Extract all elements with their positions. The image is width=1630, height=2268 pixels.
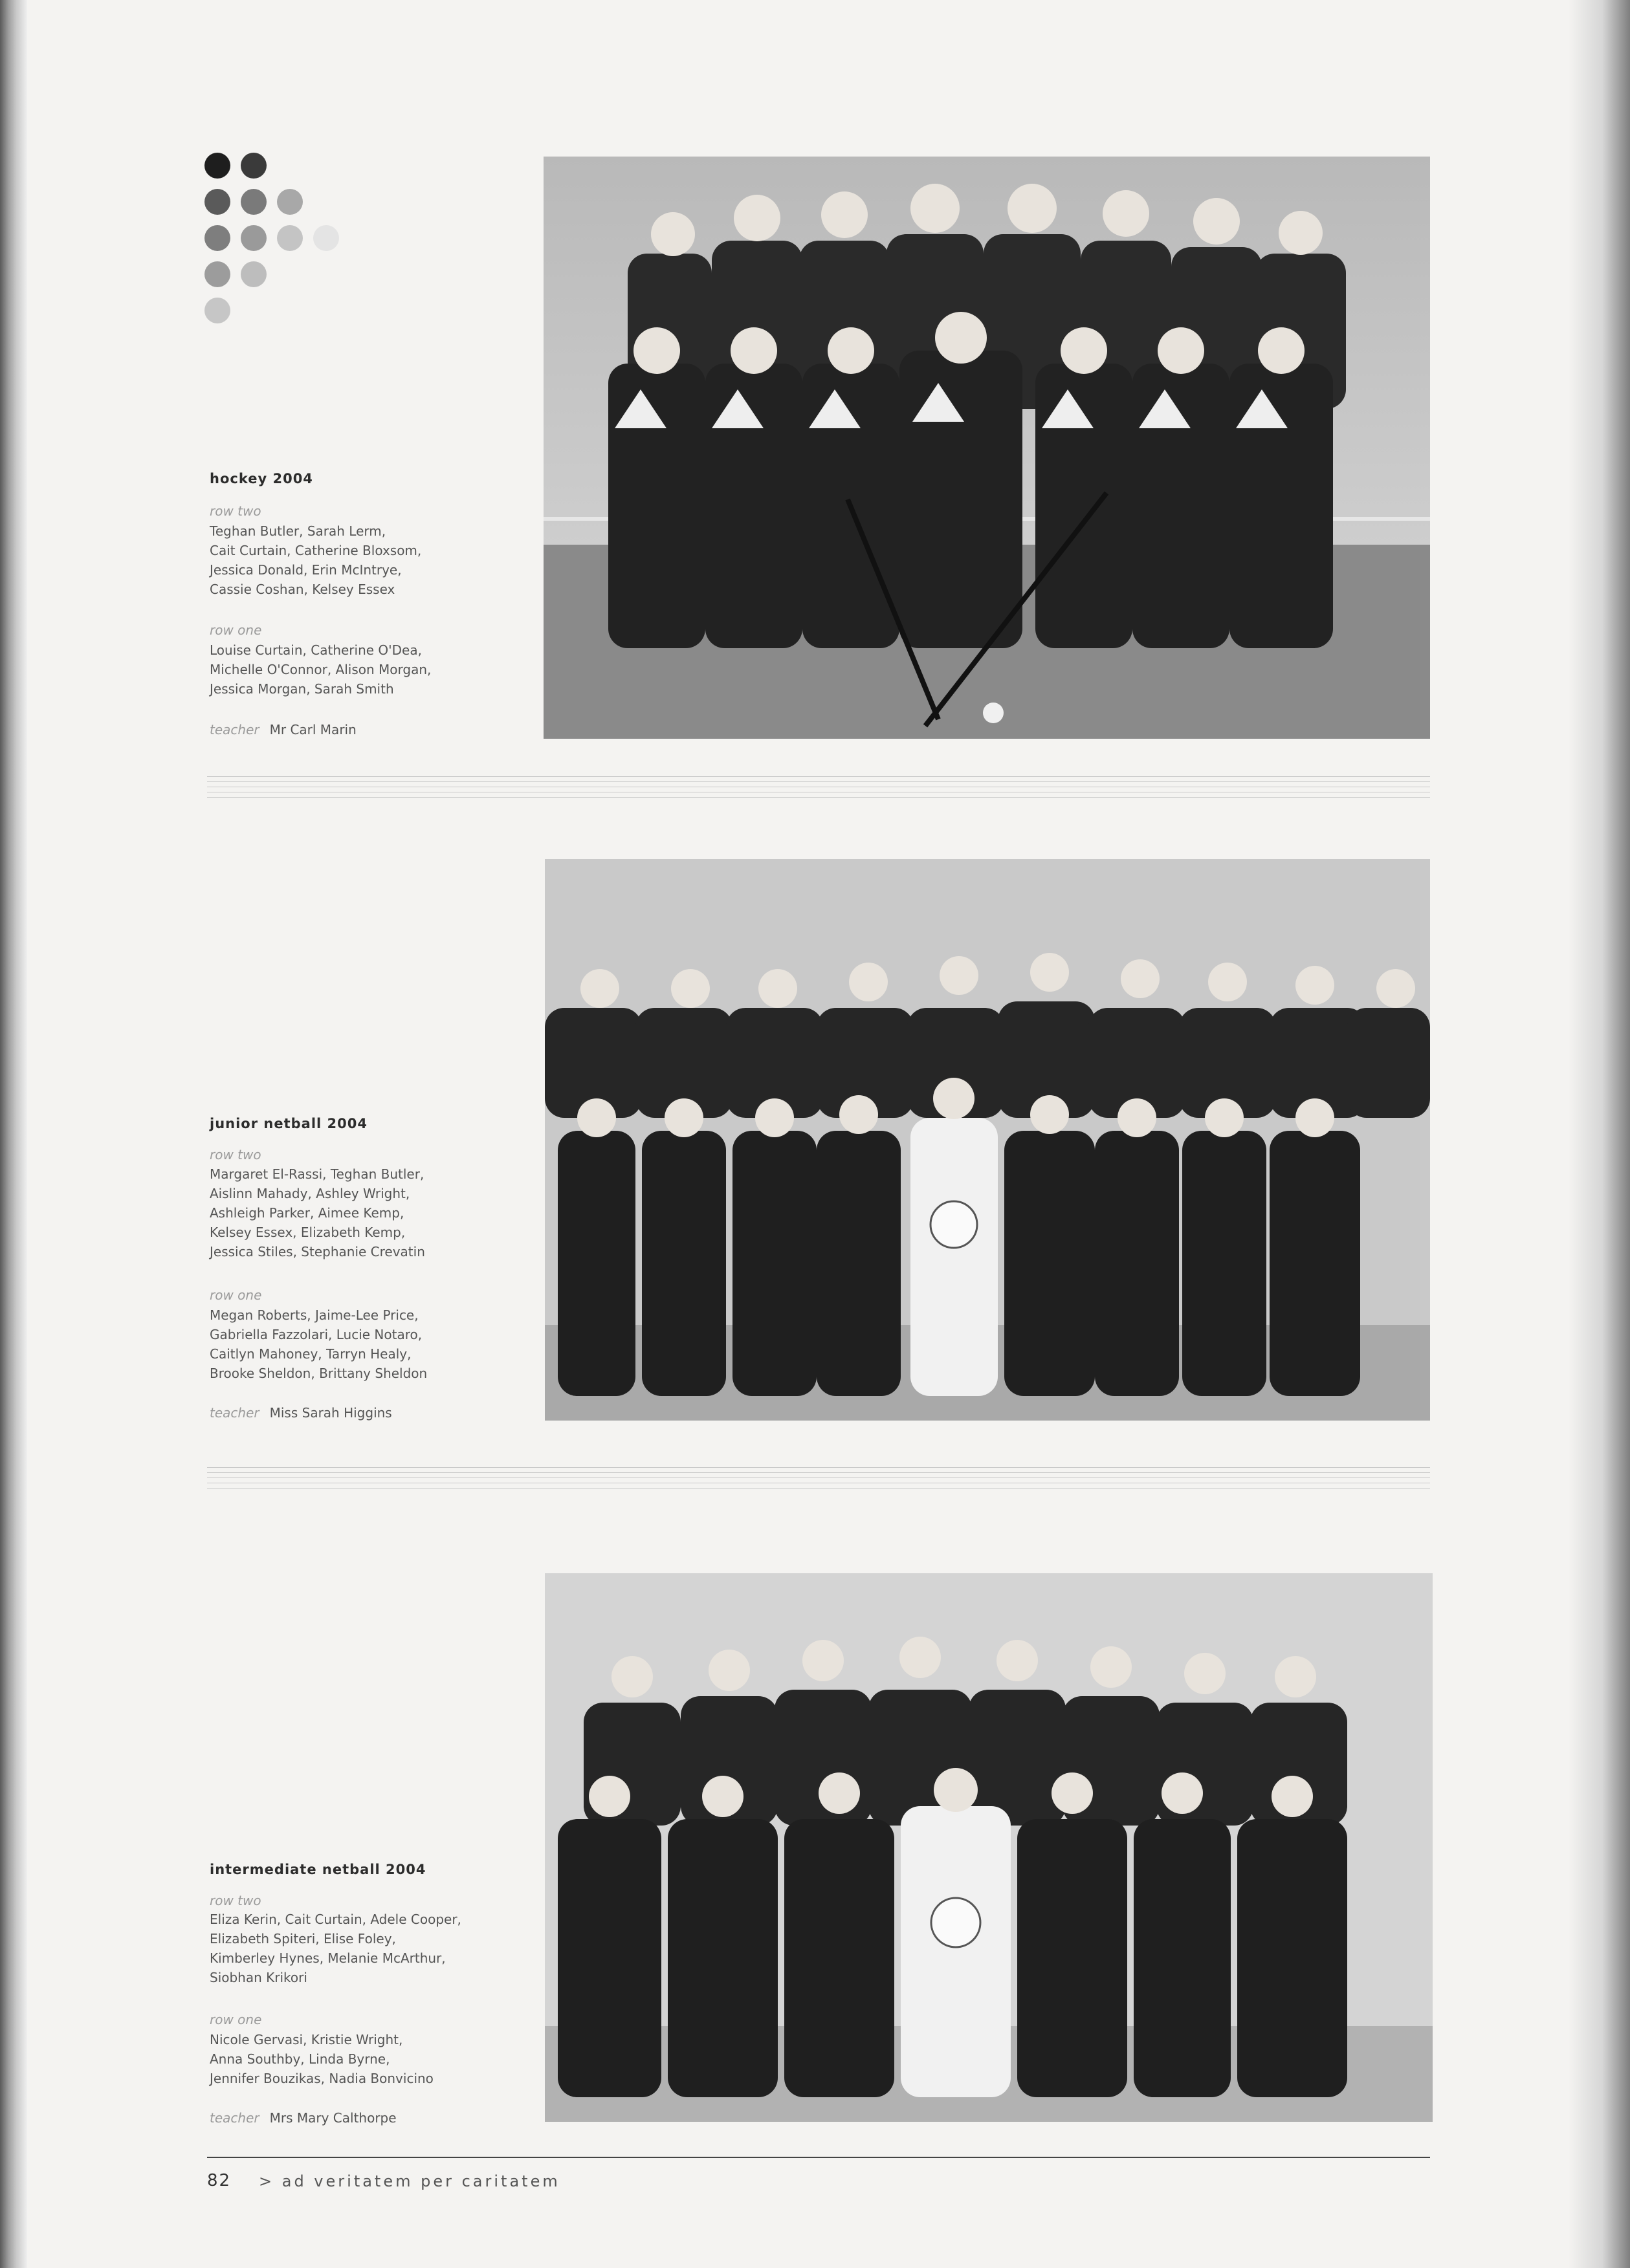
- section-divider: [207, 1467, 1430, 1493]
- name-line: Brooke Sheldon, Brittany Sheldon: [210, 1366, 428, 1381]
- row-two-label: row two: [210, 503, 261, 519]
- teacher-name: Mr Carl Marin: [269, 722, 357, 737]
- teacher-label: teacher: [210, 2110, 259, 2126]
- dot: [277, 189, 303, 215]
- name-line: Anna Southby, Linda Byrne,: [210, 2051, 390, 2067]
- dot: [204, 261, 230, 287]
- team-photo-junior-netball: [545, 859, 1430, 1421]
- section-title-junior-netball: junior netball 2004: [210, 1116, 368, 1131]
- dot: [204, 189, 230, 215]
- name-line: Siobhan Krikori: [210, 1970, 307, 1985]
- footer-motto: > ad veritatem per caritatem: [259, 2172, 560, 2190]
- teacher-line: [210, 2110, 397, 2126]
- name-line: Teghan Butler, Sarah Lerm,: [210, 523, 386, 539]
- team-photo-hockey: [544, 157, 1430, 739]
- row-two-names: [210, 1164, 514, 1261]
- dot: [241, 261, 267, 287]
- dot: [241, 225, 267, 251]
- name-line: Gabriella Fazzolari, Lucie Notaro,: [210, 1327, 423, 1342]
- row-two-names: [210, 1910, 514, 1987]
- dot: [204, 225, 230, 251]
- teacher-name: Miss Sarah Higgins: [269, 1405, 392, 1421]
- name-line: Megan Roberts, Jaime-Lee Price,: [210, 1307, 419, 1323]
- teacher-line: [210, 1405, 392, 1421]
- dot: [241, 189, 267, 215]
- team-photo-intermediate-netball: [545, 1573, 1433, 2122]
- page-number: 82: [207, 2171, 232, 2190]
- teacher-line: [210, 722, 357, 737]
- row-two-names: [210, 521, 514, 599]
- teacher-label: teacher: [210, 722, 259, 737]
- dot: [277, 225, 303, 251]
- name-line: Cait Curtain, Catherine Bloxsom,: [210, 543, 422, 558]
- name-line: Jessica Morgan, Sarah Smith: [210, 681, 394, 697]
- name-line: Michelle O'Connor, Alison Morgan,: [210, 662, 432, 677]
- dot: [313, 225, 339, 251]
- dot: [204, 298, 230, 323]
- dot: [204, 153, 230, 179]
- team-photo-illustration: [545, 859, 1430, 1421]
- page-edge-shadow: [1569, 0, 1630, 2268]
- row-one-names: [210, 1305, 514, 1383]
- row-one-names: [210, 2030, 514, 2088]
- page-binding-shadow: [0, 0, 27, 2268]
- decorative-dot-pattern: [204, 153, 347, 334]
- team-photo-illustration: [545, 1573, 1433, 2122]
- section-title-intermediate-netball: intermediate netball 2004: [210, 1862, 426, 1877]
- row-one-label: row one: [210, 622, 262, 638]
- name-line: Cassie Coshan, Kelsey Essex: [210, 582, 395, 597]
- name-line: Jessica Donald, Erin McIntrye,: [210, 562, 402, 578]
- teacher-name: Mrs Mary Calthorpe: [269, 2110, 397, 2126]
- teacher-label: teacher: [210, 1405, 259, 1421]
- name-line: Eliza Kerin, Cait Curtain, Adele Cooper,: [210, 1912, 461, 1927]
- name-line: Ashleigh Parker, Aimee Kemp,: [210, 1205, 404, 1221]
- dot: [241, 153, 267, 179]
- team-photo-illustration: [544, 157, 1430, 739]
- footer-rule: [207, 2157, 1430, 2158]
- row-two-label: row two: [210, 1893, 261, 1908]
- name-line: Jennifer Bouzikas, Nadia Bonvicino: [210, 2071, 434, 2086]
- row-two-label: row two: [210, 1147, 261, 1162]
- row-one-names: [210, 640, 514, 699]
- name-line: Elizabeth Spiteri, Elise Foley,: [210, 1931, 396, 1946]
- name-line: Louise Curtain, Catherine O'Dea,: [210, 642, 422, 658]
- section-divider: [207, 776, 1430, 802]
- name-line: Aislinn Mahady, Ashley Wright,: [210, 1186, 410, 1201]
- row-one-label: row one: [210, 2012, 262, 2027]
- name-line: Margaret El-Rassi, Teghan Butler,: [210, 1166, 424, 1182]
- name-line: Kimberley Hynes, Melanie McArthur,: [210, 1950, 446, 1966]
- name-line: Caitlyn Mahoney, Tarryn Healy,: [210, 1346, 412, 1362]
- row-one-label: row one: [210, 1287, 262, 1303]
- name-line: Jessica Stiles, Stephanie Crevatin: [210, 1244, 425, 1259]
- section-title-hockey: hockey 2004: [210, 471, 313, 486]
- name-line: Kelsey Essex, Elizabeth Kemp,: [210, 1225, 406, 1240]
- name-line: Nicole Gervasi, Kristie Wright,: [210, 2032, 403, 2047]
